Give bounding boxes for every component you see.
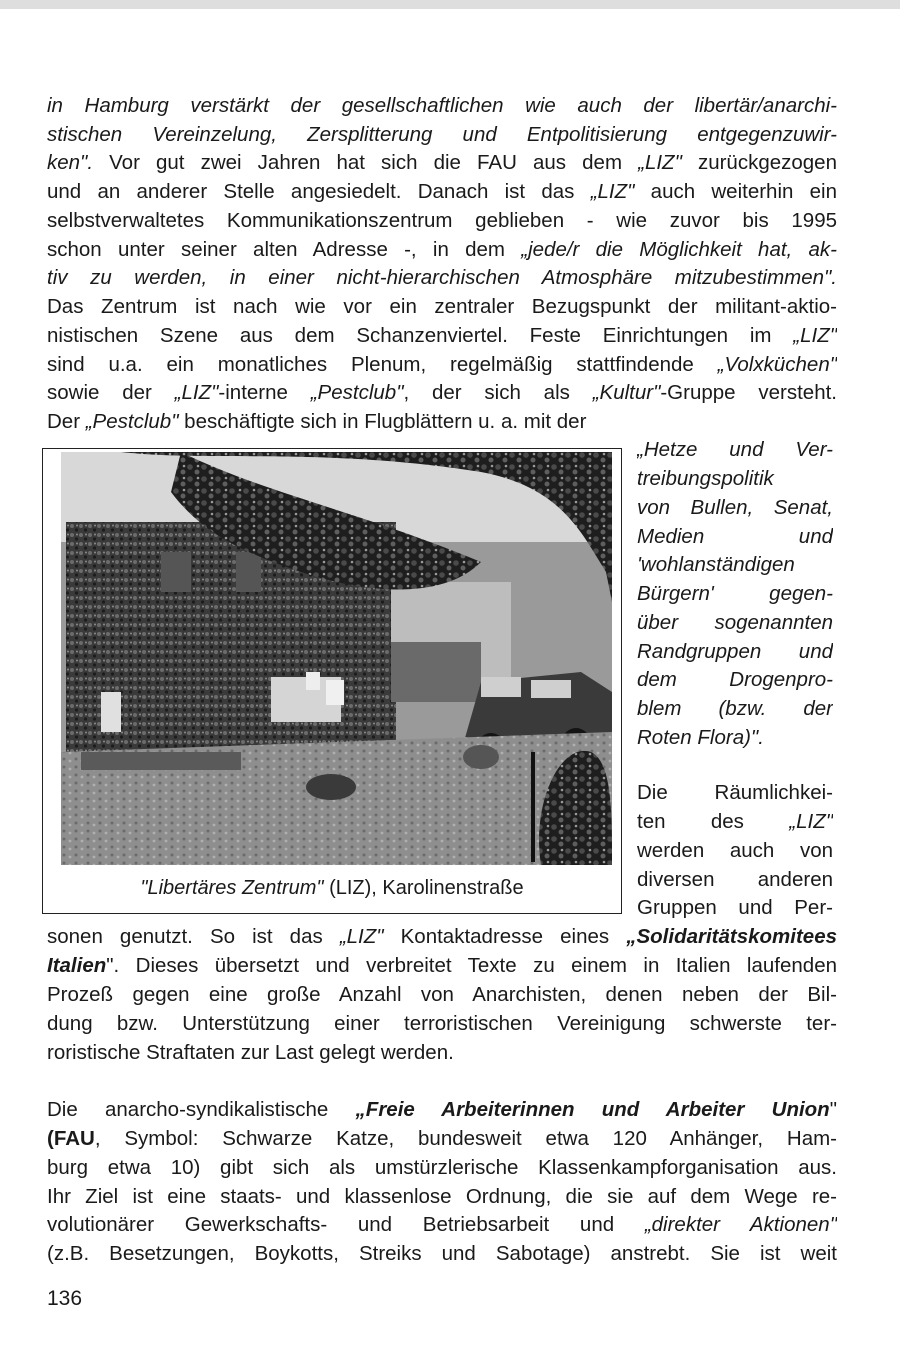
- page-number: 136: [47, 1287, 83, 1310]
- text-line: werden auch von: [637, 839, 833, 862]
- text-line: blem (bzw. der: [637, 697, 833, 720]
- text-line: diversen anderen: [637, 868, 833, 891]
- text-line: Gruppen und Per-: [637, 896, 833, 919]
- text-line: von Bullen, Senat,: [637, 496, 833, 519]
- page-top-edge: [0, 0, 900, 9]
- text-line: Prozeß gegen eine große Anzahl von Anarchisten, denen neben der Bil-: [47, 983, 837, 1006]
- text-line: nistischen Szene aus dem Schanzenviertel. Feste Einrichtungen im „LIZ": [47, 324, 837, 347]
- text-line: selbstverwaltetes Kommunikationszentrum geblieben - wie zuvor bis 1995: [47, 209, 837, 232]
- text-line: dung bzw. Unterstützung einer terroristischen Vereinigung schwerste ter-: [47, 1012, 837, 1035]
- text-line: stischen Vereinzelung, Zersplitterung und Entpolitisierung entgegenzuwir-: [47, 123, 837, 146]
- text-line: (FAU, Symbol: Schwarze Katze, bundesweit etwa 120 Anhänger, Ham-: [47, 1127, 837, 1150]
- text-line: Bürgern' gegen-: [637, 582, 833, 605]
- text-line: und an anderer Stelle angesiedelt. Danach ist das „LIZ" auch weiterhin ein: [47, 180, 837, 203]
- text-line: Medien und: [637, 525, 833, 548]
- photo-caption: "Libertäres Zentrum" (LIZ), Karolinenstraße: [140, 877, 524, 899]
- text-line: Der „Pestclub" beschäftigte sich in Flugblättern u. a. mit der: [47, 410, 587, 433]
- text-line: treibungspolitik: [637, 467, 774, 490]
- text-line: Randgruppen und: [637, 640, 833, 663]
- text-line: tiv zu werden, in einer nicht-hierarchischen Atmosphäre mitzubestimmen".: [47, 266, 837, 289]
- text-line: sowie der „LIZ"-interne „Pestclub", der sich als „Kultur"-Gruppe versteht.: [47, 381, 837, 404]
- text-line: sind u.a. ein monatliches Plenum, regelmäßig stattfindende „Volxküchen": [47, 353, 837, 376]
- text-line: sonen genutzt. So ist das „LIZ" Kontaktadresse eines „Solidaritätskomitees: [47, 925, 837, 948]
- building-photo: [61, 452, 612, 865]
- text-line: Ihr Ziel ist eine staats- und klassenlose Ordnung, die sie auf dem Wege re-: [47, 1185, 837, 1208]
- text-line: burg etwa 10) gibt sich als umstürzlerische Klassenkampforganisation aus.: [47, 1156, 837, 1179]
- text-line: „Hetze und Ver-: [637, 438, 833, 461]
- text-line: in Hamburg verstärkt der gesellschaftlichen wie auch der libertär/anarchi-: [47, 94, 837, 117]
- text-line: Die Räumlichkei-: [637, 781, 833, 804]
- text-line: ten des „LIZ": [637, 810, 833, 833]
- text-line: schon unter seiner alten Adresse -, in dem „jede/r die Möglichkeit hat, ak-: [47, 238, 837, 261]
- text-line: Italien". Dieses übersetzt und verbreitet Texte zu einem in Italien laufenden: [47, 954, 837, 977]
- text-line: Das Zentrum ist nach wie vor ein zentraler Bezugspunkt der militant-aktio-: [47, 295, 837, 318]
- photo-figure: [42, 448, 622, 914]
- text-line: über sogenannten: [637, 611, 833, 634]
- text-line: volutionärer Gewerkschafts- und Betriebsarbeit und „direkter Aktionen": [47, 1213, 837, 1236]
- text-line: roristische Straftaten zur Last gelegt werden.: [47, 1041, 454, 1064]
- text-line: Die anarcho-syndikalistische „Freie Arbeiterinnen und Arbeiter Union": [47, 1098, 837, 1121]
- text-line: (z.B. Besetzungen, Boykotts, Streiks und Sabotage) anstrebt. Sie ist weit: [47, 1242, 837, 1265]
- text-line: ken". Vor gut zwei Jahren hat sich die FAU aus dem „LIZ" zurückgezogen: [47, 151, 837, 174]
- text-line: dem Drogenpro-: [637, 668, 833, 691]
- text-line: Roten Flora)".: [637, 726, 764, 749]
- text-line: 'wohlanständigen: [637, 553, 795, 576]
